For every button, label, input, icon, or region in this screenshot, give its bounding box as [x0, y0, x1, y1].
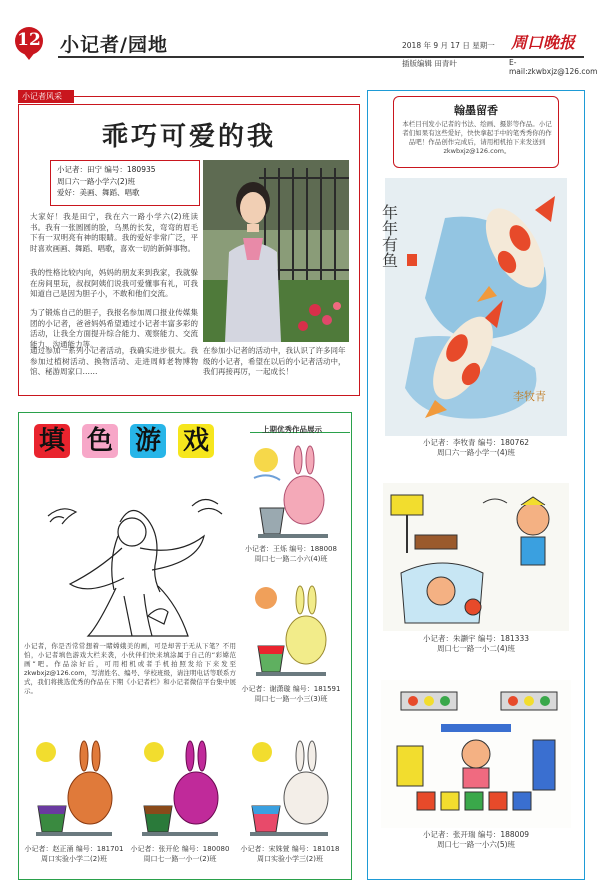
artist-class: 周口七一路一小三(3)班: [254, 695, 328, 703]
game-instructions: 小记者，你是否常常想着一睹嫦娥美的画，可是却苦于无从下笔？不用怕，小记者填色游戏大栏来袭，小伙伴们快来填涂属于自己的“彩嫦范画”吧。作品涂好后，可用相机或者手机拍照发给下来发至 zkwbxjz@126.com，写清姓名、编号、学校班级，请注明电话等联系方式，我们将挑选优秀的作品在下期《小记者栏》和小记者微信平台集中展示。: [24, 642, 236, 695]
thumbnail-caption: [126, 844, 234, 864]
colored-rabbit-thumbnail: [244, 438, 338, 542]
artist-info: 小记者：张开伦 编号：180080: [130, 845, 230, 853]
artist-class: 周口七一路一小一(2)班: [143, 855, 217, 863]
category-tag: 小记者风采: [18, 90, 74, 103]
reporter-hobbies: 爱好：美画、舞蹈、唱歌: [57, 188, 140, 197]
section-title: 小记者/园地: [60, 34, 168, 56]
artist-class: 周口七一路一小六(5)班: [436, 840, 516, 849]
artist-class: 周口实验小学二(2)班: [41, 855, 107, 863]
koi-fish-painting: [379, 178, 567, 436]
reporter-name: 小记者：田宁 编号：180935: [57, 165, 156, 174]
thumbnail-caption: [236, 844, 344, 864]
ink-column-title: 翰墨留香: [454, 104, 498, 117]
category-rule: [74, 96, 360, 97]
publish-date: 2018 年 9 月 17 日 星期一: [402, 41, 495, 50]
artist-class: 周口六一路小学一(4)班: [436, 448, 516, 457]
thumbnail-caption: [20, 844, 128, 864]
game-title-char: 戏: [178, 424, 214, 458]
prize-section-label: 上期优秀作品展示: [262, 425, 322, 434]
contact-email: E-mail:zkwbxjz@126.com: [509, 58, 598, 76]
article-paragraph: 我的性格比较内向，妈妈的朋友来到我家，我就躲在房间里玩，叔叔阿姨们说我可爱懂事有礼，可我知道自己是因为胆子小，不敢和他们交流。: [30, 268, 198, 298]
traffic-safety-drawing: [381, 680, 571, 828]
artist-info: 小记者：李牧青 编号：180762: [422, 438, 529, 447]
artist-class: 周口七一路一小二(4)班: [436, 644, 516, 653]
reporter-photo: [203, 160, 349, 342]
painting-calligraphy: 年年有鱼: [379, 204, 399, 268]
colored-rabbit-thumbnail: [132, 734, 228, 840]
article-paragraph: 大家好！我是田宁，我在六一路小学六(2)班读书。我有一张圆圆的脸，乌黑的长发，弯弯的眉毛下有一双明亮有神的眼睛。我的爱好非常广泛，平时喜欢画画、舞蹈、唱歌，喜欢一切的新鲜事物。: [30, 212, 198, 253]
change-outline-drawing: [28, 466, 238, 638]
artist-class: 周口七一路二小六(4)班: [254, 555, 328, 563]
game-title-char: 填: [34, 424, 70, 458]
colored-rabbit-thumbnail: [244, 578, 338, 682]
ink-column-description: 本栏目刊发小记者的书法、绘画、摄影等作品。小记者们如果有这些爱好，快快拿起手中的笔秀秀你的作品吧！作品创作完成后，请用相机拍下来发送到 zkwbxjz@126.com。: [402, 120, 552, 155]
reporter-class: 周口六一路小学六(2)班: [57, 176, 136, 186]
artwork-caption: [385, 634, 567, 654]
artist-info: 小记者：王烁 编号：188008: [245, 545, 337, 553]
colored-rabbit-thumbnail: [240, 734, 338, 840]
article-paragraph: 为了锻炼自己的胆子，我报名参加周口报业传媒集团的小记者，爸爸妈妈希望通过小记者丰富多彩的活动，让我全方面提升综合能力、观察能力、交流能力、沟通能力等。: [30, 308, 198, 349]
thumbnail-caption: [238, 544, 344, 564]
colored-rabbit-thumbnail: [26, 734, 122, 840]
cartoon-drawing: [383, 483, 569, 631]
thumbnail-caption: [238, 684, 344, 704]
artist-info: 小记者：宋姝萱 编号：181018: [240, 845, 340, 853]
artwork-caption: [385, 830, 567, 850]
artist-info: 小记者：朱灏宇 编号：181333: [422, 634, 529, 643]
reporter-info-box: [50, 160, 200, 206]
article-paragraph: 通过参加一系列小记者活动，我确实进步很大。我参加过植树活动、换物活动、走进周师老物博物馆、秘游周家口……: [30, 346, 198, 376]
newspaper-logo: 周口晚报: [511, 33, 576, 52]
game-title-char: 色: [82, 424, 118, 458]
artist-info: 小记者：张开瑞 编号：188009: [422, 830, 529, 839]
painting-signature: 李牧青: [513, 390, 546, 403]
header-rule: [58, 56, 584, 58]
artist-info: 小记者：赵正涌 编号：181701: [24, 845, 124, 853]
game-title-char: 游: [130, 424, 166, 458]
artist-class: 周口实验小学三(2)班: [257, 855, 323, 863]
artwork-caption: [385, 438, 567, 458]
artist-info: 小记者：谢潇璇 编号：181591: [241, 685, 341, 693]
editor-credit: 插版编辑 田青叶: [402, 59, 457, 68]
article-title: 乖巧可爱的我: [101, 122, 276, 152]
page-number: 12: [17, 30, 41, 50]
photo-caption: 在参加小记者的活动中，我认识了许多同年级的小记者，希望在以后的小记者活动中，我们再接再厉，一起成长！: [203, 346, 346, 376]
